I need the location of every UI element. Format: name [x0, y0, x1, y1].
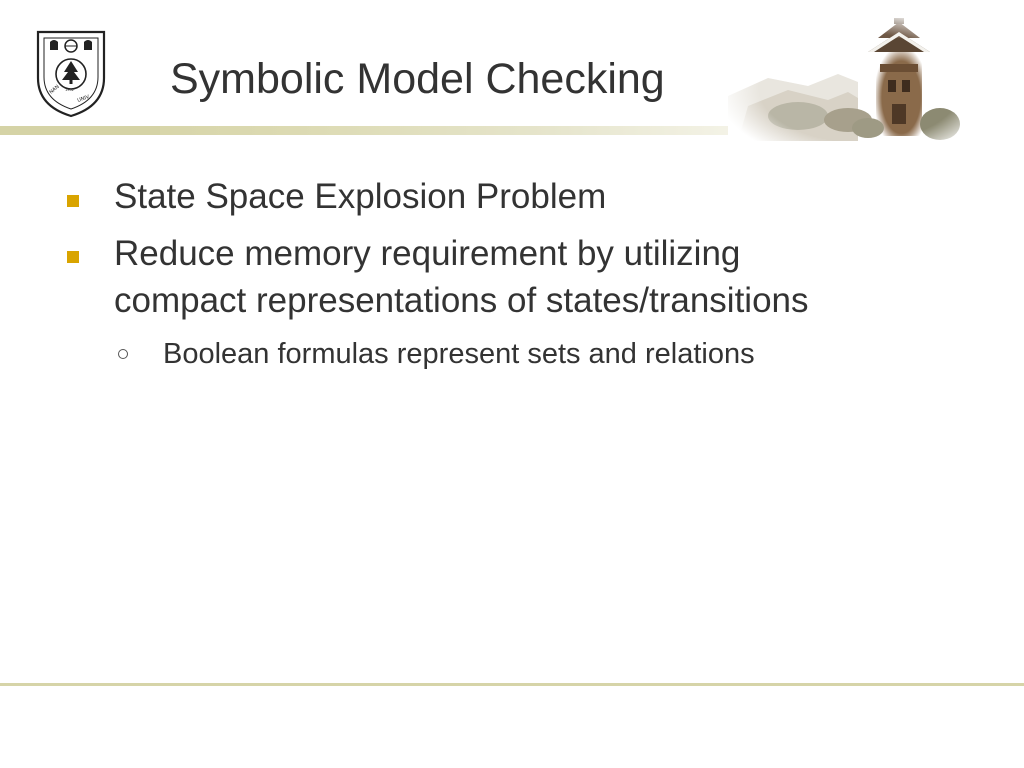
sub-bullet-1-text: Boolean formulas represent sets and relations — [163, 338, 755, 370]
bullet-2-line-1: Reduce memory requirement by utilizing — [114, 234, 741, 273]
square-bullet-icon — [67, 251, 79, 263]
bullet-1-text: State Space Explosion Problem — [114, 177, 607, 216]
circle-bullet-icon — [118, 349, 128, 359]
square-bullet-icon — [67, 195, 79, 207]
university-seal-icon — [34, 28, 108, 118]
tower-photo-icon — [728, 16, 968, 146]
svg-text:UNIV: UNIV — [76, 94, 91, 104]
footer-rule — [0, 683, 1024, 686]
slide-title: Symbolic Model Checking — [170, 55, 665, 103]
bullet-2-line-2: compact representations of states/transitions — [114, 281, 809, 320]
header-rule-accent — [0, 126, 160, 135]
svg-text:NAN: NAN — [48, 83, 61, 96]
svg-text:1902: 1902 — [65, 88, 74, 92]
